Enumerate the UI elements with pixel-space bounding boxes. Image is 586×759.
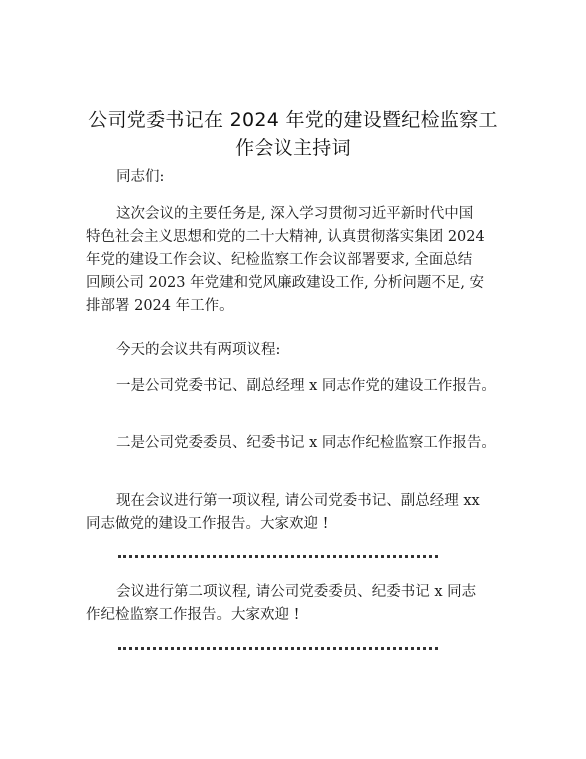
- dotted-separator-2: [118, 643, 438, 650]
- intro-paragraph: [86, 203, 506, 318]
- intro-line-4: 回顾公司 2023 年党建和党风廉政建设工作, 分析问题不足, 安: [86, 275, 485, 291]
- session-2-line-1: 会议进行第二项议程, 请公司党委委员、纪委书记 x 同志: [116, 584, 477, 600]
- session-1-paragraph: [86, 490, 506, 536]
- greeting-paragraph: [86, 166, 506, 189]
- title-line-1: 公司党委书记在 2024 年党的建设暨纪检监察工: [88, 109, 498, 131]
- agenda-intro-text: 今天的会议共有两项议程:: [116, 342, 281, 358]
- agenda-item-1-text: 一是公司党委书记、副总经理 x 同志作党的建设工作报告。: [116, 378, 496, 394]
- document-title: [60, 106, 526, 162]
- agenda-item-2-text: 二是公司党委委员、纪委书记 x 同志作纪检监察工作报告。: [116, 435, 496, 451]
- agenda-item-2-paragraph: [86, 432, 506, 455]
- intro-line-1: 这次会议的主要任务是, 深入学习贯彻习近平新时代中国: [116, 206, 474, 222]
- intro-line-3: 年党的建设工作会议、纪检监察工作会议部署要求, 全面总结: [86, 252, 473, 268]
- agenda-item-1-paragraph: [86, 375, 506, 398]
- greeting-text: 同志们:: [116, 169, 165, 185]
- session-2-paragraph: [86, 581, 506, 627]
- title-line-2: 作会议主持词: [235, 137, 351, 159]
- agenda-intro-paragraph: [86, 339, 506, 362]
- session-1-line-2: 同志做党的建设工作报告。大家欢迎 !: [86, 516, 329, 532]
- dotted-separator-1: [118, 551, 438, 558]
- session-2-line-2: 作纪检监察工作报告。大家欢迎 !: [86, 607, 300, 623]
- intro-line-5: 排部署 2024 年工作。: [86, 298, 234, 314]
- session-1-line-1: 现在会议进行第一项议程, 请公司党委书记、副总经理 xx: [116, 493, 480, 509]
- intro-line-2: 特色社会主义思想和党的二十大精神, 认真贯彻落实集团 2024: [86, 229, 485, 245]
